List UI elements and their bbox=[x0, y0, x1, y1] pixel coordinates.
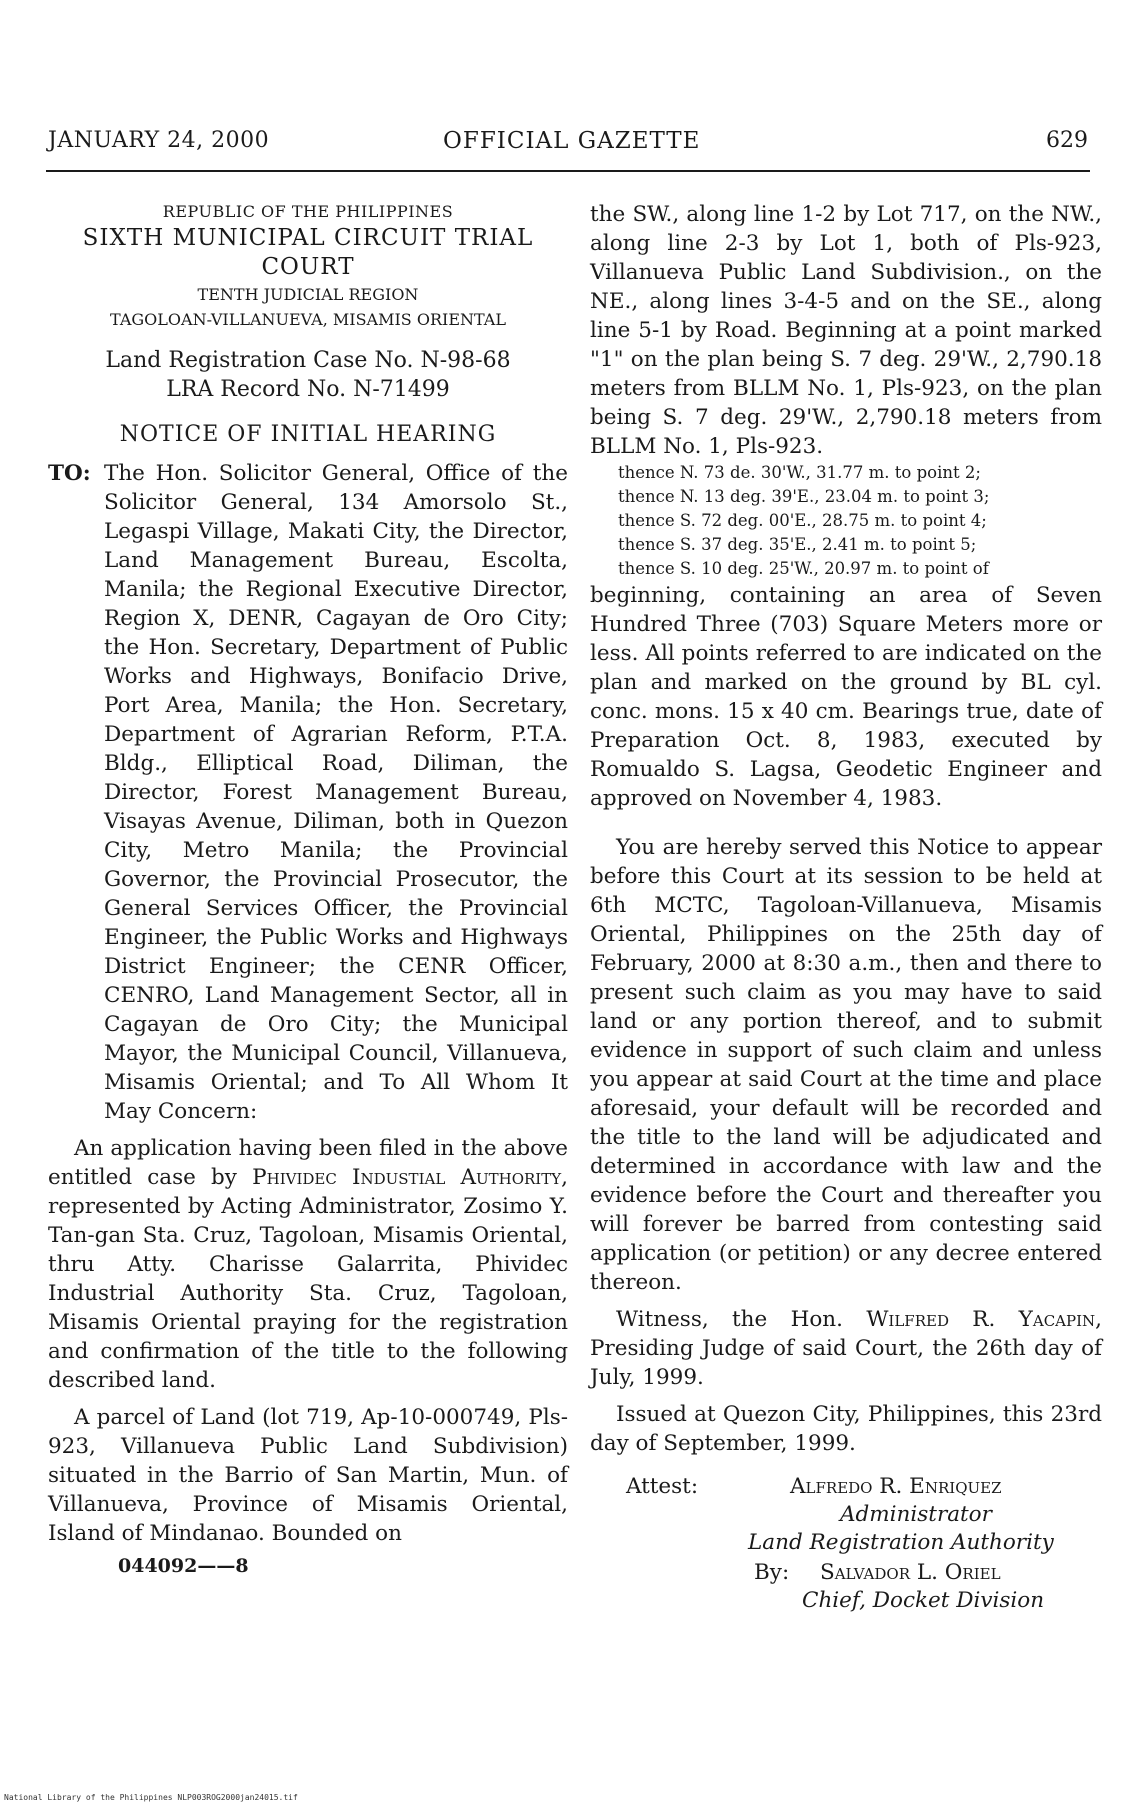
left-column bbox=[48, 200, 568, 1581]
header-rule bbox=[46, 170, 1090, 172]
applicant-name: Phividec Industial Authority bbox=[252, 1165, 562, 1190]
bearing-line: thence S. 10 deg. 25'W., 20.97 m. to point of bbox=[618, 559, 989, 578]
court-heading bbox=[48, 200, 568, 332]
to-label: TO: bbox=[48, 461, 91, 486]
bearing-line: thence N. 73 de. 30'W., 31.77 m. to point 2; bbox=[618, 463, 981, 482]
attestation bbox=[590, 1472, 1102, 1612]
administrator-title: Administrator bbox=[840, 1502, 992, 1527]
attest-label: Attest: bbox=[626, 1474, 699, 1499]
scan-footer: National Library of the Philippines NLP003ROG2000jan24015.tif bbox=[4, 1793, 298, 1802]
issued-paragraph: Issued at Quezon City, Philippines, this 23rd day of September, 1999. bbox=[590, 1402, 1102, 1456]
docket-chief-title: Chief, Docket Division bbox=[802, 1588, 1045, 1613]
right-column bbox=[590, 200, 1102, 1612]
issue-date: JANUARY 24, 2000 bbox=[48, 128, 270, 153]
served-paragraph: You are hereby served this Notice to appear before this Court at its session to be held at 6th MCTC, Tagoloan-Villanueva, Misamis Oriental, Philippines on the 25th day of February, 2000 at 8:30 a.m., then and there to present such claim as you may have to said land or any portion thereof, and to submit evidence in support of such claim and unless you appear at said Court at the time and place aforesaid, your default will be recorded and the title to the land will be adjudicated and determined in accordance with law and the evidence before the Court and thereafter you will forever be barred from contesting said application (or petition) or any decree entered thereon. bbox=[590, 835, 1102, 1295]
case-numbers bbox=[48, 346, 568, 404]
addressee-list: The Hon. Solicitor General, Office of the Solicitor General, 134 Amorsolo St., Legaspi Village, Makati City, the Director, Land Management Bureau, Escolta, Manila; the Regional Executive Director, Region X, DENR, Cagayan de Oro City; the Hon. Secretary, Department of Public Works and Highways, Bonifacio Drive, Port Area, Manila; the Hon. Secretary, Department of Agrarian Reform, P.T.A. Bldg., Elliptical Road, Diliman, the Director, Forest Management Bureau, Visayas Avenue, Diliman, both in Quezon City, Metro Manila; the Provincial Governor, the Provincial Prosecutor, the General Services Officer, the Provincial Engineer, the Public Works and Highways District Engineer; the CENR Officer, CENRO, Land Management Sector, all in Cagayan de Oro City; the Municipal Mayor, the Municipal Council, Villanueva, Misamis Oriental; and To All Whom It May Concern: bbox=[104, 461, 568, 1124]
addressees bbox=[48, 459, 568, 1126]
area-paragraph: beginning, containing an area of Seven Hundred Three (703) Square Meters more or less. All points referred to are indicated on the plan and marked on the ground by BL cyl. conc. mons. 15 x 40 cm. Bearings true, date of Preparation Oct. 8, 1983, executed by Romualdo S. Lagsa, Geodetic Engineer and approved on November 4, 1983. bbox=[590, 583, 1102, 811]
judge-name: Wilfred R. Yacapin bbox=[866, 1307, 1096, 1332]
by-label: By: bbox=[754, 1560, 790, 1585]
court-name: SIXTH MUNICIPAL CIRCUIT TRIAL COURT bbox=[82, 225, 534, 280]
bearing-line: thence S. 37 deg. 35'E., 2.41 m. to point 5; bbox=[618, 535, 977, 554]
publication-title: OFFICIAL GAZETTE bbox=[443, 128, 701, 154]
bearings-list bbox=[590, 461, 1102, 581]
bearing-line: thence N. 13 deg. 39'E., 23.04 m. to point 3; bbox=[618, 487, 990, 506]
authority-name: Land Registration Authority bbox=[748, 1530, 1054, 1555]
bearing-line: thence S. 72 deg. 00'E., 28.75 m. to point 4; bbox=[618, 511, 987, 530]
print-code: 044092——8 bbox=[118, 1555, 249, 1577]
record-number: LRA Record No. N-71499 bbox=[166, 377, 450, 402]
judicial-region: TENTH JUDICIAL REGION bbox=[197, 285, 419, 304]
application-paragraph: An application having been filed in the above entitled case by Phividec Industial Authority, represented by Acting Administrator, Zosimo Y. Tan-gan Sta. Cruz, Tagoloan, Misamis Oriental, thru Atty. Charisse Galarrita, Phividec Industrial Authority Sta. Cruz, Tagoloan, Misamis Oriental praying for the registration and confirmation of the title to the following described land. bbox=[48, 1136, 568, 1393]
parcel-paragraph: A parcel of Land (lot 719, Ap-10-000749, Pls- 923, Villanueva Public Land Subdivision) situated in the Barrio of San Martin, Mun. of Villanueva, Province of Misamis Oriental, Island of Mindanao. Bounded on bbox=[48, 1405, 568, 1546]
page-number: 629 bbox=[1046, 128, 1088, 153]
page-header bbox=[48, 128, 1088, 168]
notice-title: NOTICE OF INITIAL HEARING bbox=[119, 422, 497, 447]
administrator-name: Alfredo R. Enriquez bbox=[790, 1474, 1002, 1499]
republic-line: REPUBLIC OF THE PHILIPPINES bbox=[162, 202, 454, 221]
boundary-paragraph: the SW., along line 1-2 by Lot 717, on the NW., along line 2-3 by Lot 1, both of Pls-923, Villanueva Public Land Subdivision., on the NE., along lines 3-4-5 and on the SE., along line 5-1 by Road. Beginning at a point marked "1" on the plan being S. 7 deg. 29'W., 2,790.18 meters from BLLM No. 1, Pls-923, on the plan being S. 7 deg. 29'W., 2,790.18 meters from BLLM No. 1, Pls-923. bbox=[590, 202, 1102, 459]
docket-chief-name: Salvador L. Oriel bbox=[820, 1560, 1001, 1585]
court-location: TAGOLOAN-VILLANUEVA, MISAMIS ORIENTAL bbox=[110, 310, 506, 329]
case-number: Land Registration Case No. N-98-68 bbox=[105, 348, 511, 373]
witness-paragraph: Witness, the Hon. Wilfred R. Yacapin, Presiding Judge of said Court, the 26th day of July, 1999. bbox=[590, 1307, 1102, 1390]
